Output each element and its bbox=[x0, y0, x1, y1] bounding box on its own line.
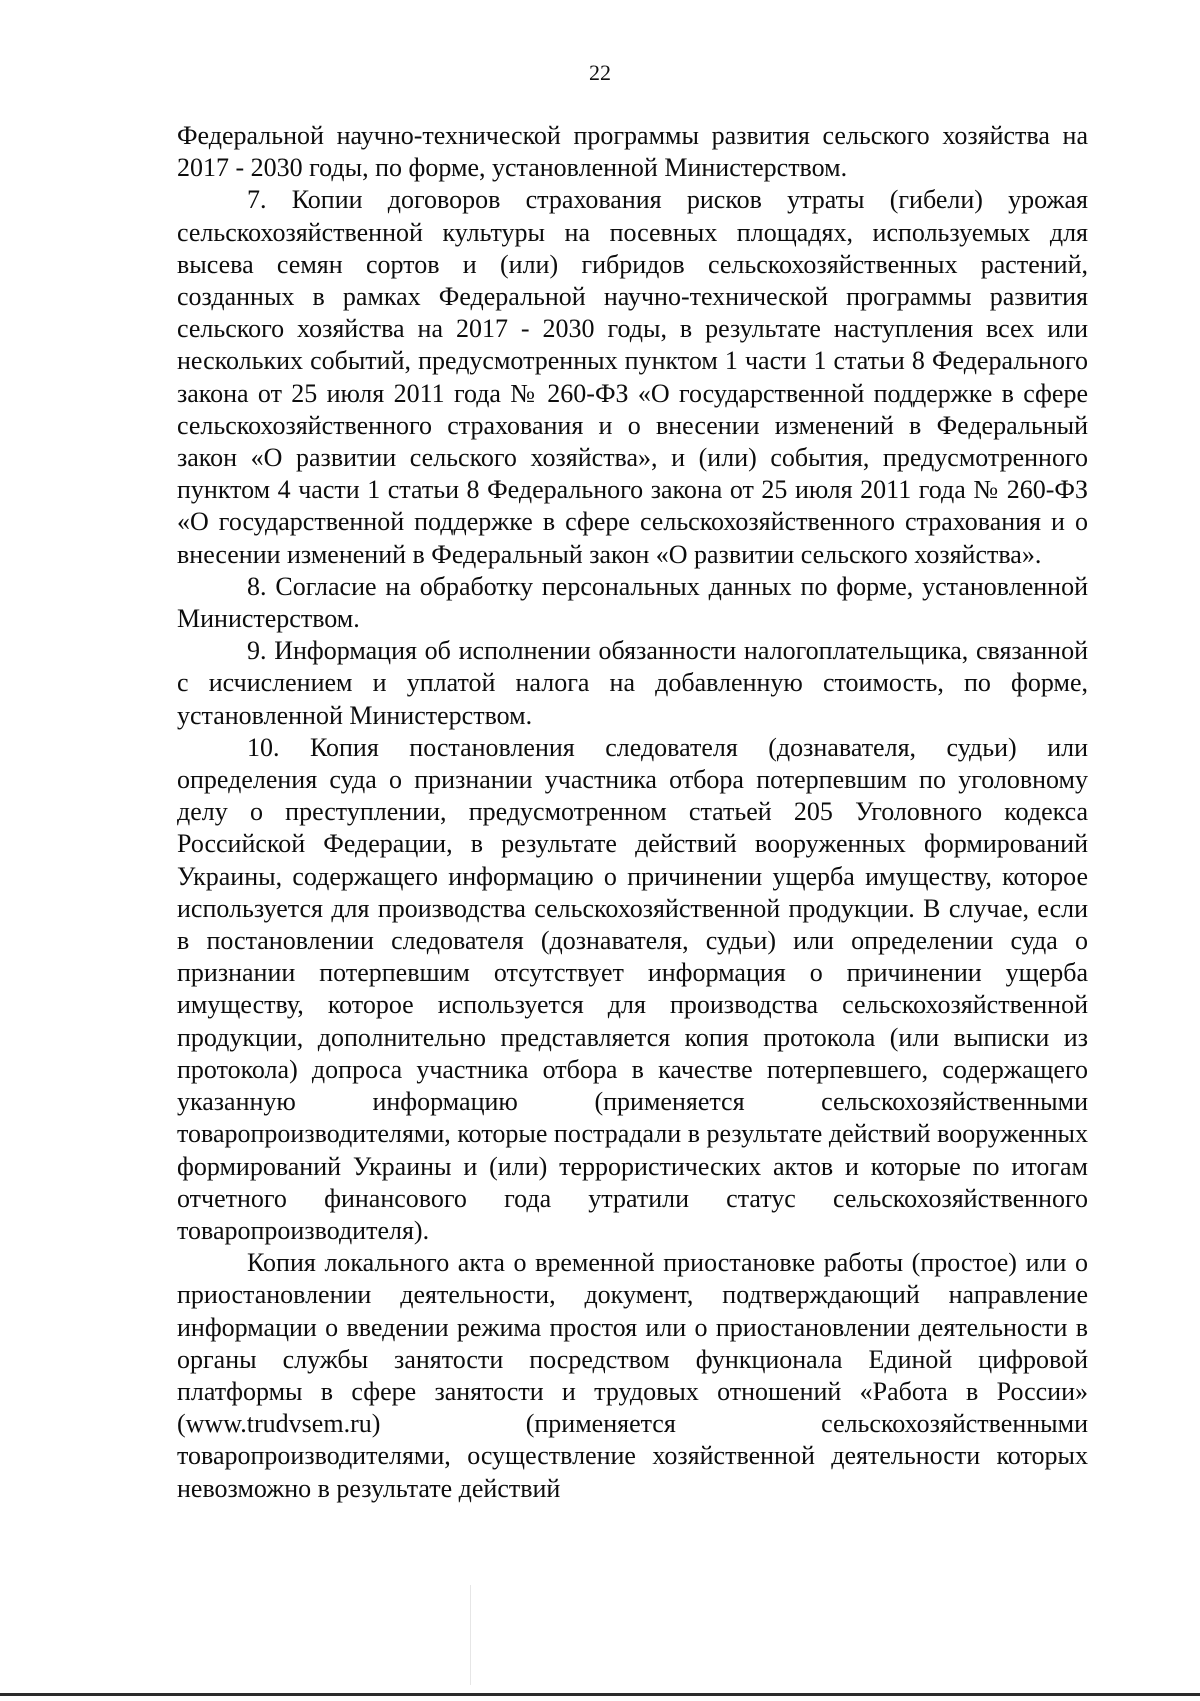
paragraph-continuation: Федеральной научно-технической программы развития сельского хозяйства на 2017 - 2030 годы, по форме, установленной Министерством. bbox=[177, 121, 1088, 183]
page-number: 22 bbox=[589, 60, 611, 85]
scan-artifact bbox=[470, 1585, 471, 1685]
bottom-edge-line bbox=[0, 1693, 1200, 1696]
paragraph-local-act: Копия локального акта о временной приостановке работы (простое) или о приостановлении деятельности, документ, подтверждающий направление информации о введении режима простоя или о приостановлении деятельности в органы службы занятости посредством функционала Единой цифровой платформы в сфере занятости и трудовых отношений «Работа в России» (www.trudvsem.ru) (применяется сельскохозяйственными товаропроизводителями, осуществление хозяйственной деятельности которых невозможно в результате действий bbox=[177, 1248, 1088, 1503]
paragraph-item-8: 8. Согласие на обработку персональных данных по форме, установленной Министерством. bbox=[177, 571, 1088, 634]
paragraph-item-7: 7. Копии договоров страхования рисков утраты (гибели) урожая сельскохозяйственной культуры на посевных площадях, используемых для высева семян сортов и (или) гибридов сельскохозяйственных растений, созданных в рамках Федеральной научно-технической программы развития сельского хозяйства на 2017 - 2030 годы, в результате наступления всех или нескольких событий, предусмотренных пунктом 1 части 1 статьи 8 Федерального закона от 25 июля 2011 года № 260-ФЗ «О государственной поддержке в сфере сельскохозяйственного страхования и о внесении изменений в Федеральный закон «О развитии сельского хозяйства», и (или) события, предусмотренного пунктом 4 части 1 статьи 8 Федерального закона от 25 июля 2011 года № 260-ФЗ «О государственной поддержке в сфере сельскохозяйственного страхования и о внесении изменений в Федеральный закон «О развитии сельского хозяйства». bbox=[177, 185, 1088, 569]
paragraph-item-10: 10. Копия постановления следователя (дознавателя, судьи) или определения суда о признании участника отбора потерпевшим по уголовному делу о преступлении, предусмотренном статьей 205 Уголовного кодекса Российской Федерации, в результате действий вооруженных формирований Украины, содержащего информацию о причинении ущерба имуществу, которое используется для производства сельскохозяйственной продукции. В случае, если в постановлении следователя (дознавателя, судьи) или определении суда о признании потерпевшим отсутствует информация о причинении ущерба имуществу, которое используется для производства сельскохозяйственной продукции, дополнительно представляется копия протокола (или выписки из протокола) допроса участника отбора в качестве потерпевшего, содержащего указанную информацию (применяется сельскохозяйственными товаропроизводителями, которые пострадали в результате действий вооруженных формирований Украины и (или) террористических актов и которые по итогам отчетного финансового года утратили статус сельскохозяйственного товаропроизводителя). bbox=[177, 732, 1088, 1245]
document-body bbox=[177, 120, 1088, 1505]
paragraph-item-9: 9. Информация об исполнении обязанности налогоплательщика, связанной с исчислением и уплатой налога на добавленную стоимость, по форме, установленной Министерством. bbox=[177, 636, 1088, 730]
